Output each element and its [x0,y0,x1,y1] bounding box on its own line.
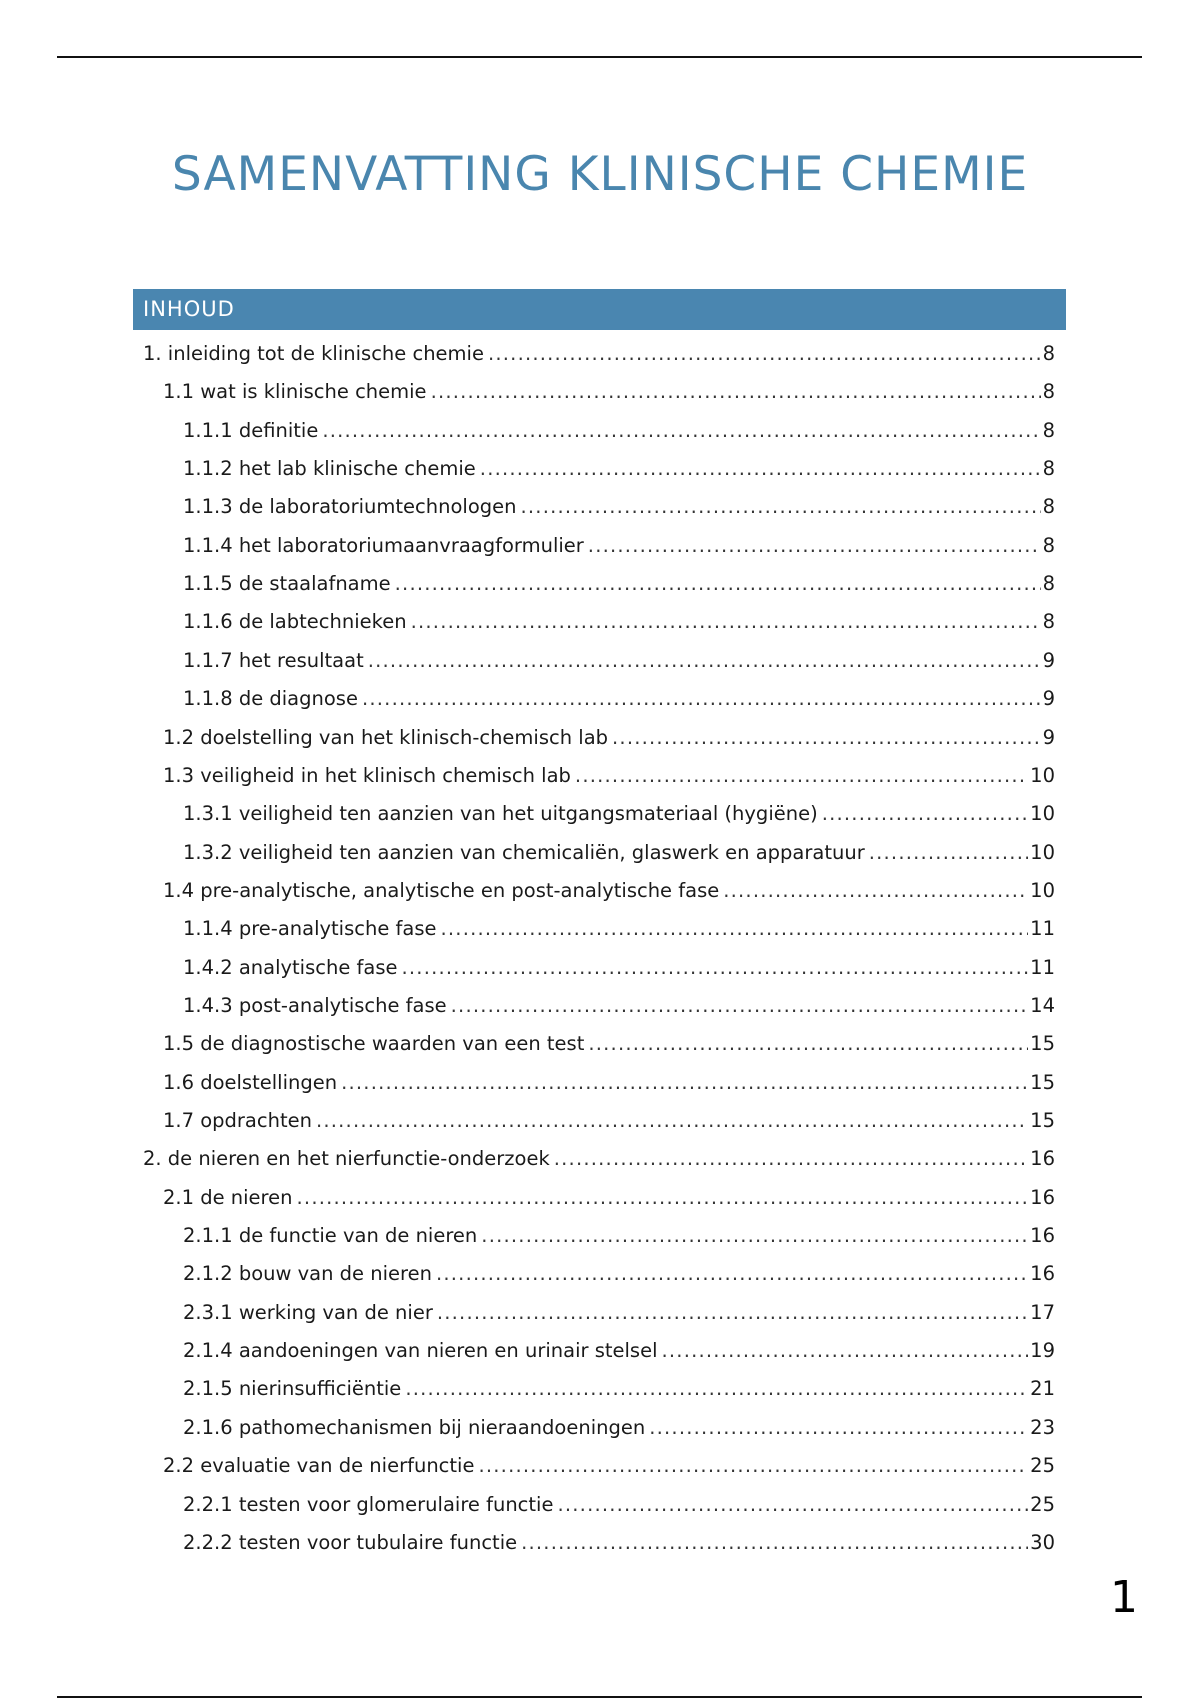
toc-entry[interactable] [183,488,1055,526]
toc-entry[interactable] [183,910,1055,948]
toc-entry[interactable] [163,1179,1055,1217]
toc-entry-page: 17 [1030,1300,1055,1324]
toc-entry[interactable] [183,1217,1055,1255]
toc-entry[interactable] [183,642,1055,680]
toc-dot-leader [869,834,1028,872]
toc-entry[interactable] [163,1102,1055,1140]
toc-entry-page: 8 [1042,533,1055,557]
toc-dot-leader [395,565,1041,603]
toc-entry[interactable] [183,527,1055,565]
toc-entry-page: 23 [1030,1415,1055,1439]
toc-entry[interactable] [183,680,1055,718]
toc-entry[interactable] [183,949,1055,987]
toc-entry[interactable] [183,1486,1055,1524]
toc-dot-leader [481,1217,1028,1255]
toc-entry-page: 10 [1030,763,1055,787]
toc-entry-label: 2.3.1 werking van de nier [183,1300,433,1324]
toc-entry[interactable] [183,1370,1055,1408]
toc-entry-label: 1.2 doelstelling van het klinisch-chemisch lab [163,725,609,749]
toc-entry-page: 16 [1030,1147,1055,1171]
toc-entry-page: 30 [1030,1530,1055,1554]
toc-entry-page: 25 [1030,1454,1055,1478]
toc-entry[interactable] [163,757,1055,795]
toc-entry-page: 19 [1030,1339,1055,1363]
toc-entry[interactable] [183,1332,1055,1370]
toc-dot-leader [362,680,1041,718]
toc-dot-leader [411,603,1041,641]
toc-dot-leader [557,1486,1028,1524]
toc-entry-label: 2.1.1 de functie van de nieren [183,1224,478,1248]
document-title: SAMENVATTING KLINISCHE CHEMIE [171,147,1029,202]
toc-dot-leader [478,1447,1028,1485]
toc-entry-label: 1.7 opdrachten [163,1109,312,1132]
toc-heading: INHOUD [133,289,1066,330]
toc-entry-label: 1.3.1 veiligheid ten aanzien van het uitgangsmateriaal (hygiëne) [183,802,818,826]
toc-dot-leader [521,488,1041,526]
toc-entry-page: 16 [1030,1185,1055,1209]
toc-entry-page: 16 [1030,1224,1055,1248]
toc-entry[interactable] [143,335,1055,373]
toc-dot-leader [436,1255,1028,1293]
toc-entry-label: 1.4 pre-analytische, analytische en post-analytische fase [163,878,720,902]
toc-dot-leader [368,642,1041,680]
toc-entry[interactable] [183,450,1055,488]
toc-dot-leader [488,335,1041,373]
toc-dot-leader [649,1409,1028,1447]
toc-entry-label: 1.5 de diagnostische waarden van een test [163,1032,585,1056]
toc-entry-page: 11 [1030,955,1055,979]
toc-entry[interactable] [163,1447,1055,1485]
toc-dot-leader [588,1025,1028,1063]
toc-entry-page: 9 [1042,687,1055,711]
toc-entry-label: 2. de nieren en het nierfunctie-onderzoek [143,1147,550,1171]
toc-dot-leader [437,1294,1028,1332]
toc-entry-label: 1.1 wat is klinische chemie [163,380,427,404]
toc-entry-label: 2.1.2 bouw van de nieren [183,1262,432,1286]
toc-dot-leader [431,373,1041,411]
toc-entry-page: 10 [1030,840,1055,864]
toc-entry[interactable] [183,565,1055,603]
toc-entry-label: 1.1.3 de laboratoriumtechnologen [183,495,517,519]
toc-entry-page: 16 [1030,1262,1055,1286]
toc-entry-page: 21 [1030,1377,1055,1401]
toc-entry-page: 9 [1042,725,1055,749]
toc-entry[interactable] [183,412,1055,450]
toc-entry-label: 1.1.6 de labtechnieken [183,610,407,634]
header-rule [57,56,1142,58]
toc-entry[interactable] [183,1524,1055,1562]
toc-dot-leader [612,719,1041,757]
toc-entry-label: 1.1.4 het laboratoriumaanvraagformulier [183,533,584,557]
toc-entry-page: 8 [1042,610,1055,634]
toc-entry-label: 1.1.8 de diagnose [183,687,358,711]
toc-dot-leader [441,910,1029,948]
toc-dot-leader [822,795,1028,833]
toc-entry[interactable] [163,373,1055,411]
toc-entry-page: 8 [1042,418,1055,442]
toc-entry-page: 14 [1030,993,1055,1017]
toc-entry-label: 2.2.1 testen voor glomerulaire functie [183,1492,554,1516]
toc-entry[interactable] [163,872,1055,910]
toc-entry-label: 1.3.2 veiligheid ten aanzien van chemicaliën, glaswerk en apparatuur [183,840,865,864]
toc-entry[interactable] [183,834,1055,872]
toc-dot-leader [575,757,1028,795]
toc-entry-label: 1.4.3 post-analytische fase [183,993,447,1017]
toc-entry-label: 2.1 de nieren [163,1185,293,1209]
toc-entry-label: 2.2.2 testen voor tubulaire functie [183,1530,518,1554]
toc-entry-label: 2.1.5 nierinsufficiëntie [183,1377,402,1401]
toc-dot-leader [322,412,1040,450]
toc-dot-leader [451,987,1029,1025]
toc-entry-page: 8 [1042,342,1055,365]
toc-entry[interactable] [163,1064,1055,1102]
toc-dot-leader [554,1140,1028,1178]
toc-entry[interactable] [183,603,1055,641]
toc-entry-page: 15 [1030,1032,1055,1056]
toc-entry[interactable] [163,1025,1055,1063]
toc-dot-leader [316,1102,1028,1140]
toc-entry-page: 8 [1042,572,1055,596]
toc-entry-page: 9 [1042,648,1055,672]
toc-entry-label: 1.1.4 pre-analytische fase [183,917,437,941]
toc-dot-leader [588,527,1041,565]
toc-dot-leader [521,1524,1028,1562]
toc-entry[interactable] [163,719,1055,757]
toc-entry-page: 11 [1030,917,1055,941]
toc-dot-leader [662,1332,1029,1370]
toc-entry-page: 15 [1030,1070,1055,1094]
toc-entry-label: 1.1.2 het lab klinische chemie [183,457,476,481]
toc-dot-leader [402,949,1029,987]
toc-entry-label: 1.4.2 analytische fase [183,955,398,979]
toc-entry[interactable] [183,987,1055,1025]
page-number: 1 [1110,1572,1138,1623]
toc-dot-leader [723,872,1028,910]
toc-dot-leader [297,1179,1029,1217]
toc-dot-leader [480,450,1041,488]
toc-entry-label: 2.1.6 pathomechanismen bij nieraandoeningen [183,1415,646,1439]
toc-entry-page: 10 [1030,878,1055,902]
toc-entry-page: 25 [1030,1492,1055,1516]
toc-entry-page: 8 [1042,380,1055,404]
toc-entry-label: 1.1.1 definitie [183,418,319,442]
toc-dot-leader [405,1370,1028,1408]
toc-entry-page: 10 [1030,802,1055,826]
toc-entry-label: 2.1.4 aandoeningen van nieren en urinair stelsel [183,1339,658,1363]
toc-entry-page: 8 [1042,495,1055,519]
toc-entry-label: 1. inleiding tot de klinische chemie [143,342,484,365]
toc-entry-page: 15 [1030,1109,1055,1132]
toc-entry-label: 2.2 evaluatie van de nierfunctie [163,1454,475,1478]
toc-entry-page: 8 [1042,457,1055,481]
toc-dot-leader [341,1064,1028,1102]
toc-entry[interactable] [183,1409,1055,1447]
toc-entry[interactable] [143,1140,1055,1178]
toc-entry-label: 1.1.7 het resultaat [183,648,364,672]
toc-entry[interactable] [183,795,1055,833]
toc-entry[interactable] [183,1294,1055,1332]
toc-entry-label: 1.3 veiligheid in het klinisch chemisch lab [163,763,571,787]
toc-entry[interactable] [183,1255,1055,1293]
toc-entry-label: 1.1.5 de staalafname [183,572,391,596]
toc-entry-label: 1.6 doelstellingen [163,1070,338,1094]
footer-rule [57,1696,1142,1698]
